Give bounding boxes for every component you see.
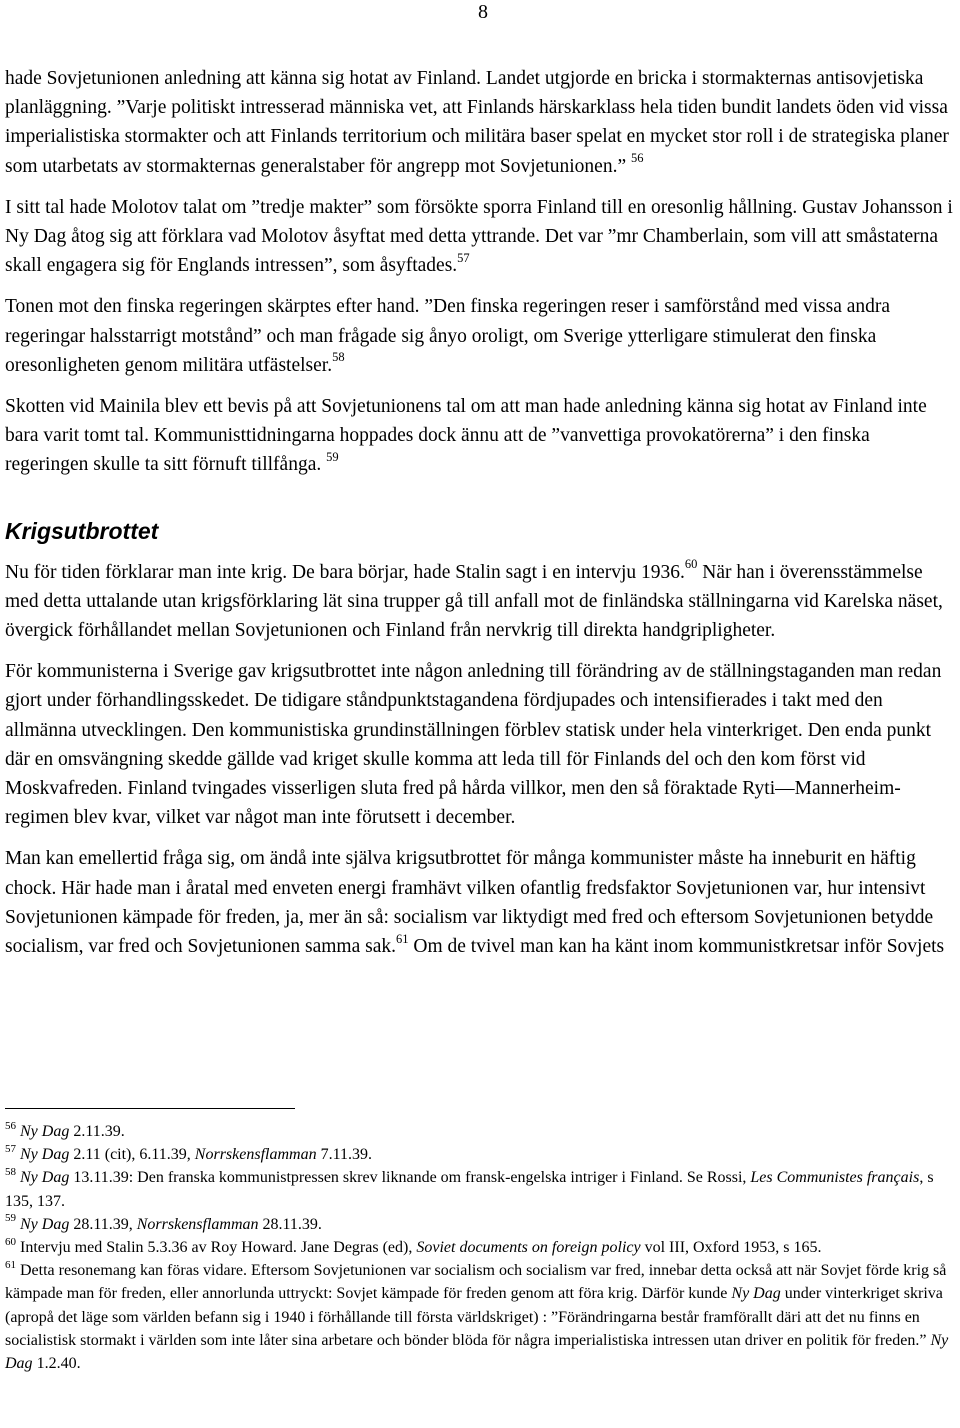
- footnote-ref[interactable]: 56: [630, 151, 644, 166]
- paragraph: [5, 193, 957, 281]
- footnote-text: 7.11.39.: [316, 1146, 372, 1164]
- page-number: 8: [478, 1, 488, 23]
- paragraph: [5, 657, 957, 832]
- footnote-text: 1.2.40.: [32, 1355, 81, 1373]
- footnote-number: 61: [5, 1258, 16, 1271]
- footnote: [5, 1166, 955, 1212]
- source-title: Norrskensflamman: [194, 1146, 317, 1164]
- paragraph-text: Nu för tiden förklarar man inte krig. De bara börjar, hade Stalin sagt i en intervju 1936.: [5, 561, 685, 583]
- footnote-number: 59: [5, 1212, 16, 1225]
- footnote-text: 28.11.39.: [258, 1215, 322, 1233]
- source-title: Norrskensflamman: [136, 1215, 259, 1233]
- paragraph: [5, 392, 957, 480]
- footnote-ref[interactable]: 57: [457, 250, 470, 265]
- paragraph-text: För kommunisterna i Sverige gav krigsutbrottet inte någon anledning till förändring av de ställningstaganden man redan gjort under förhandlingsskedet. De tidigare ståndpunktstagandena fördjupades och intensifierades i takt med den allmänna utvecklingen. Den kommunistiska grundinställningen förblev statisk under hela vinterkriget. Den enda punkt där en omsvängning skedde gällde vad kriget skulle komma att leda till för Finlands del och den kom först vid Moskvafreden. Finland tvingades visserligen sluta fred på hårda villkor, men den så föraktade Ryti—Mannerheim-regimen blev kvar, vilket var något man inte förutsett i december.: [5, 661, 942, 829]
- source-title: Ny Dag: [731, 1285, 781, 1303]
- footnotes: [5, 1120, 955, 1375]
- footnote: [5, 1143, 955, 1166]
- footnote-number: 57: [5, 1142, 16, 1155]
- paragraph-text: I sitt tal hade Molotov talat om ”tredje makter” som försökte sporra Finland till en oresonlig hållning. Gustav Johansson i Ny Dag åtog sig att förklara vad Molotov åsyftat med detta yttrande. Det var ”mr Chamberlain, som vill att småstaterna skall engagera sig för Englands intressen”, som åsyftades.: [5, 196, 953, 277]
- footnote: [5, 1259, 955, 1375]
- footnote-text: , s 135, 137.: [5, 1169, 934, 1210]
- footnote: [5, 1120, 955, 1143]
- source-title: Ny Dag: [20, 1123, 70, 1140]
- footnote-ref[interactable]: 58: [332, 350, 345, 365]
- paragraph-text: Skotten vid Mainila blev ett bevis på att Sovjetunionens tal om att man hade anledning känna sig hotat av Finland inte bara varit tomt tal. Kommunisttidningarna hoppades dock ännu att de ”vanvettiga provokatörerna” i den finska regeringen skulle ta sitt förnuft tillfånga.: [5, 396, 927, 476]
- footnote-text: Detta resonemang kan föras vidare. Eftersom Sovjetunionen var socialism och socialism var fred, innebar detta också att när Sovjet förde krig så kämpade man för freden, eller annorlunda uttryckt: Sovjet kämpade för freden genom att föra krig. Därför kunde: [5, 1262, 947, 1303]
- paragraph: [5, 64, 957, 181]
- footnote-text: 13.11.39: Den franska kommunistpressen skrev liknande om fransk-engelska intriger i Finland. Se Rossi,: [69, 1169, 751, 1187]
- paragraph-text: Om de tvivel man kan ha känt inom kommunistkretsar inför Sovjets: [408, 936, 945, 958]
- paragraph: [5, 844, 957, 961]
- source-title: Les Communistes français: [750, 1169, 920, 1187]
- footnote-ref[interactable]: 60: [684, 557, 698, 572]
- footnote-text: vol III, Oxford 1953, s 165.: [640, 1239, 822, 1257]
- body-text: [5, 64, 957, 973]
- source-title: Ny Dag: [20, 1146, 70, 1164]
- source-title: Ny Dag: [20, 1169, 70, 1187]
- paragraph-text: Man kan emellertid fråga sig, om ändå inte själva krigsutbrottet för många kommunister måste ha inneburit en häftig chock. Här hade man i åratal med enveten energi framhävt vilken ofantlig fredsfaktor Sovjetunionen var, hur intensivt Sovjetunionen kämpade för freden, ja, mer än så: socialism var liktydigt med fred och eftersom Sovjetunionen betydde socialism, var fred och Sovjetunionen samma sak.: [5, 848, 934, 958]
- footnote: [5, 1213, 955, 1236]
- paragraph-text: När han i överensstämmelse med detta uttalande utan krigsförklaring lät sina trupper gå till anfall mot de finländska ställningarna vid Karelska näset, övergick förhållandet mellan Sovjetunionen och Finland från nervkrig till direkta handgripligheter.: [5, 561, 943, 642]
- footnote-number: 58: [5, 1166, 16, 1179]
- paragraph-text: hade Sovjetunionen anledning att känna sig hotat av Finland. Landet utgjorde en bricka i stormakternas antisovjetiska planläggning. ”Varje politiskt intresserad människa vet, att Finlands härskarklass hela tiden bundit landets öden vid vissa imperialistiska stormakter och att Finlands territorium och militära baser spelat en mycket stor roll i de strategiska planer som utarbetats av stormakternas generalstaber för angrepp mot Sovjetunionen.”: [5, 68, 949, 177]
- source-title: Soviet documents on foreign policy: [416, 1239, 641, 1257]
- footnote-text: Intervju med Stalin 5.3.36 av Roy Howard. Jane Degras (ed),: [20, 1239, 417, 1257]
- source-title: Ny Dag: [20, 1215, 70, 1233]
- footnote-text: 2.11 (cit), 6.11.39,: [69, 1146, 195, 1164]
- paragraph: [5, 292, 957, 380]
- footnote-number: 60: [5, 1235, 16, 1248]
- footnote-text: under vinterkriget skriva (apropå det läge som världen befann sig i 1940 i förhållande till första världskriget) : ”Förändringarna består framförallt däri att det nu finns en socialistisk stormakt i världen som inte låter sina arbetare och bönder blöda för några imperialistiska intressen utan driver en politik för freden.”: [5, 1285, 943, 1349]
- paragraph: [5, 558, 957, 646]
- section-heading: Krigsutbrottet: [5, 517, 159, 544]
- footnote-ref[interactable]: 61: [396, 931, 409, 946]
- paragraph-text: Tonen mot den finska regeringen skärptes efter hand. ”Den finska regeringen reser i samförstånd med vissa andra regeringar halsstarrigt motstånd” och man frågade sig ånyo oroligt, om Sverige ytterligare stimulerat den finska oresonligheten genom militära utfästelser.: [5, 296, 891, 376]
- footnote-divider: [5, 1108, 295, 1109]
- source-title: Ny Dag: [5, 1331, 949, 1373]
- footnote-number: 56: [5, 1119, 16, 1132]
- footnote: [5, 1236, 955, 1259]
- footnote-text: 2.11.39.: [69, 1123, 125, 1140]
- footnote-ref[interactable]: 59: [326, 449, 339, 464]
- footnote-text: 28.11.39,: [69, 1215, 137, 1233]
